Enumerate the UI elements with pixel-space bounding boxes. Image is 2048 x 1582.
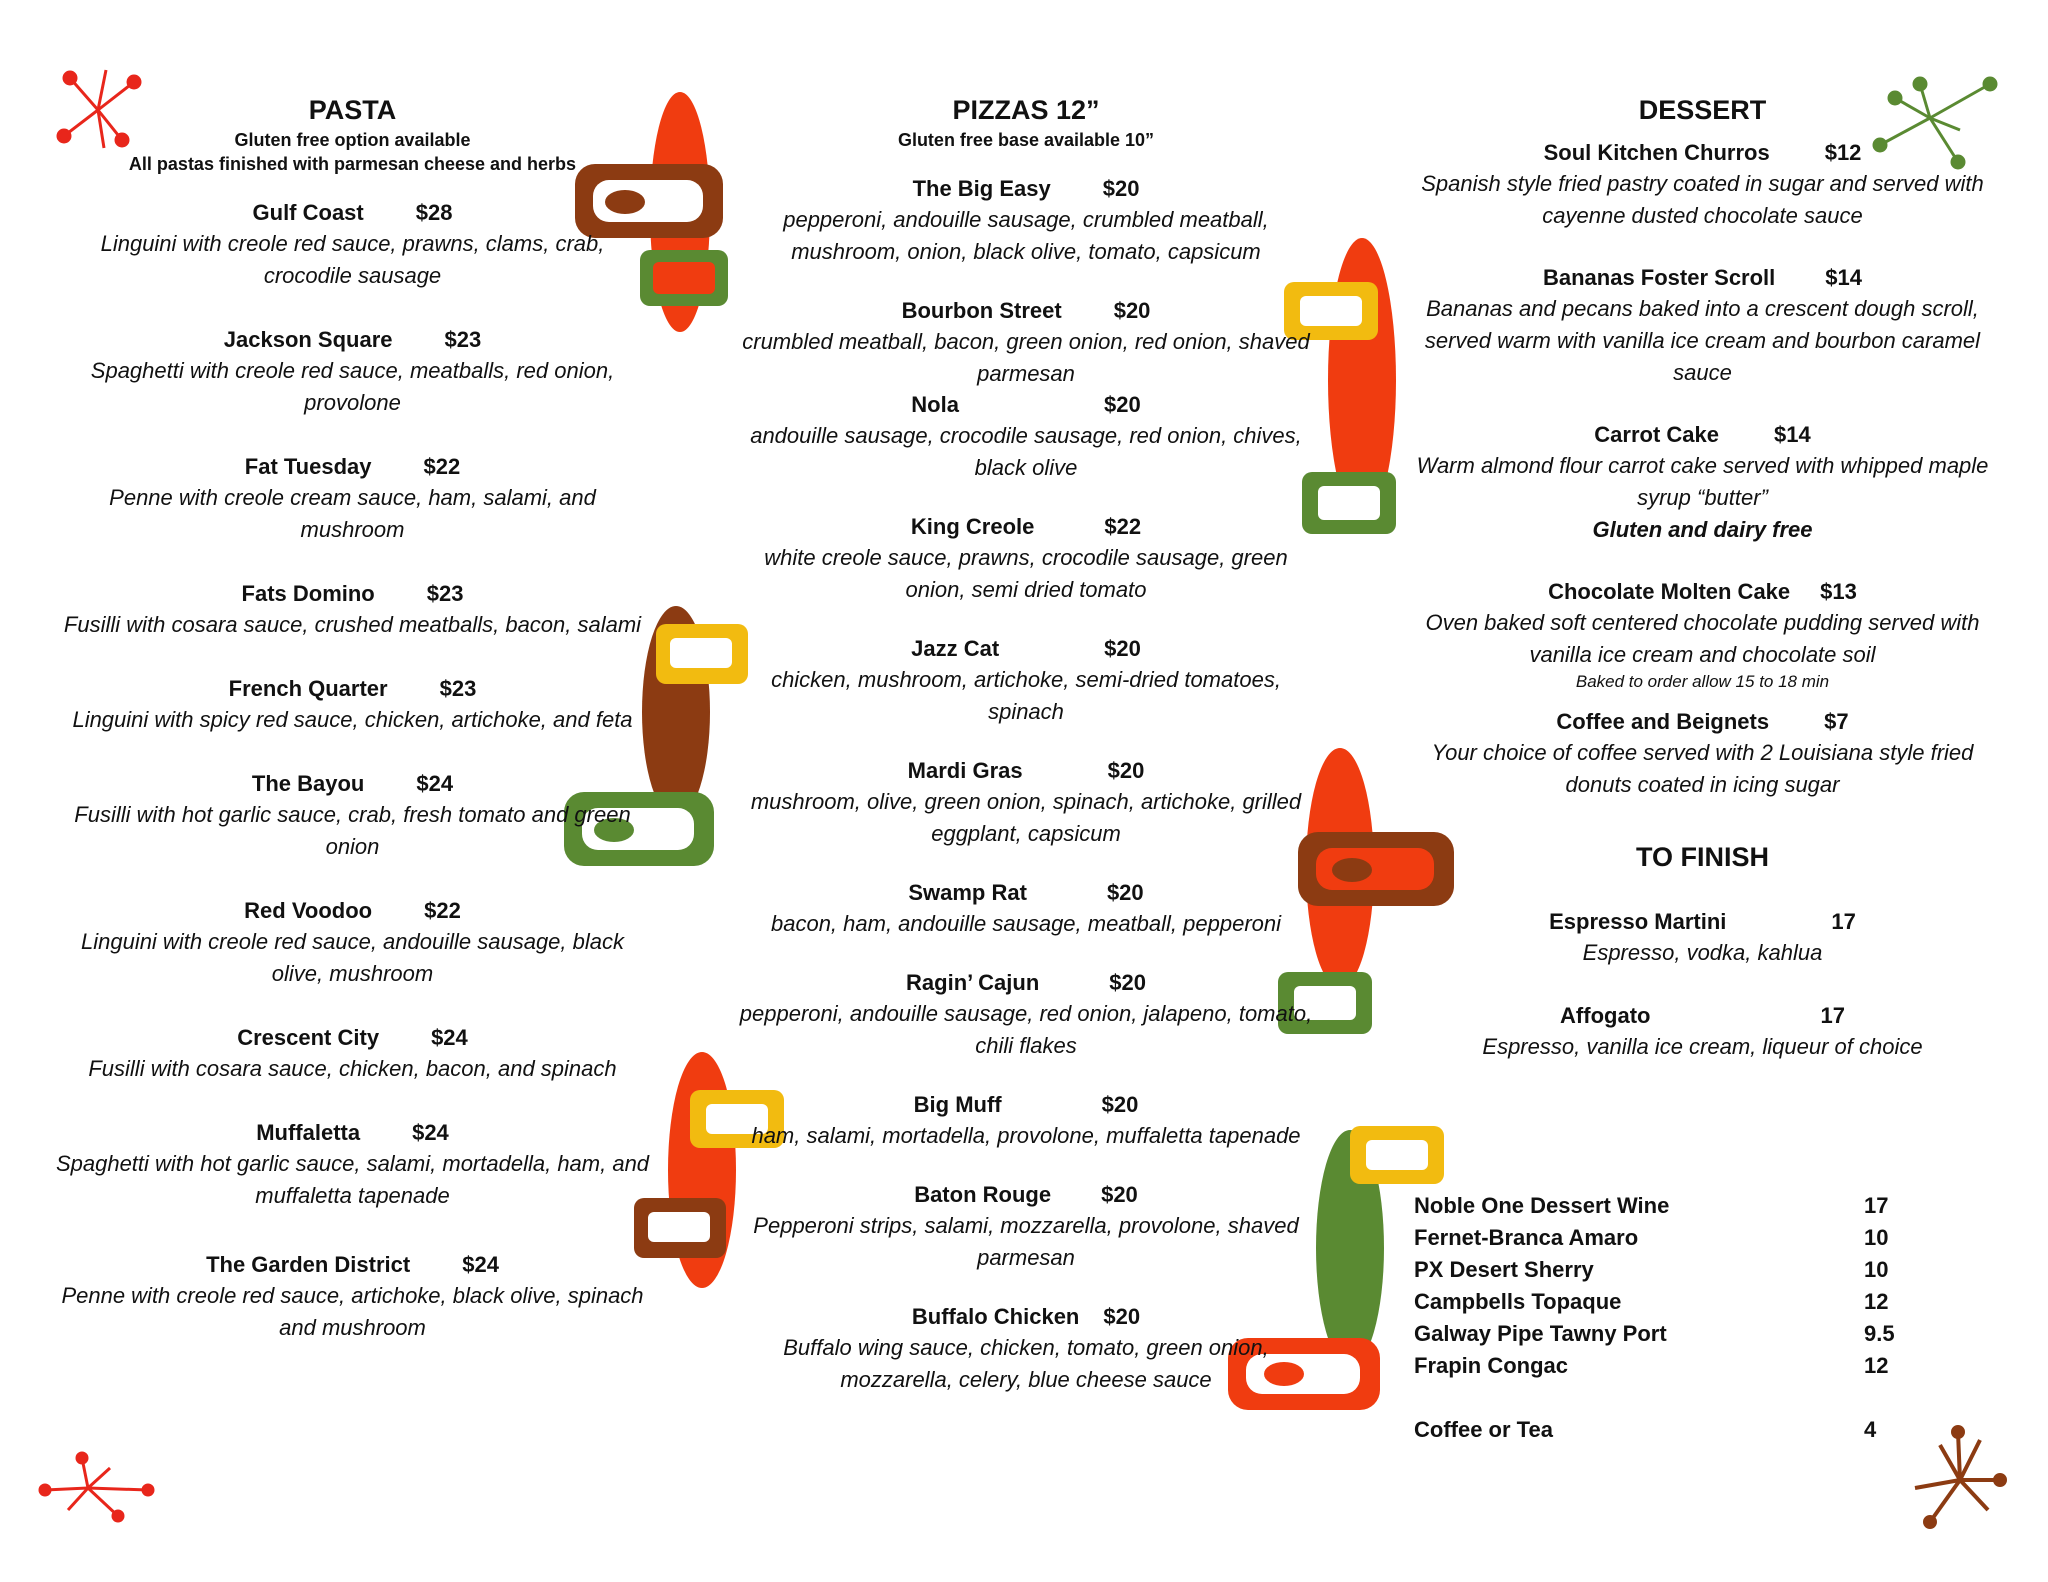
- item-description: pepperoni, andouille sausage, red onion, jalapeno, tomato, chili flakes: [739, 1001, 1313, 1058]
- item-name: Big Muff: [913, 1092, 1002, 1117]
- item-name: Mardi Gras: [907, 758, 1023, 783]
- drink-row: [1414, 1222, 1924, 1254]
- item-price: $24: [462, 1252, 499, 1277]
- drink-row: [1414, 1318, 1924, 1350]
- item-description: Pepperoni strips, salami, mozzarella, provolone, shaved parmesan: [753, 1213, 1299, 1270]
- pizza-note: Gluten free base available 10”: [897, 130, 1155, 150]
- pizza-section: [735, 92, 1317, 1396]
- drink-name: Galway Pipe Tawny Port: [1414, 1321, 1667, 1346]
- item-description: chicken, mushroom, artichoke, semi-dried tomatoes, spinach: [771, 667, 1281, 724]
- drink-price: 17: [1864, 1193, 1889, 1218]
- drink-row: [1414, 1190, 1924, 1222]
- drink-name: Frapin Congac: [1414, 1353, 1569, 1378]
- drink-name: PX Desert Sherry: [1414, 1257, 1594, 1282]
- item-name: The Bayou: [251, 771, 365, 796]
- item-name: Ragin’ Cajun: [906, 970, 1040, 995]
- item-name: The Garden District: [206, 1252, 411, 1277]
- item-price: $20: [1107, 758, 1145, 783]
- item-name: Bourbon Street: [901, 298, 1062, 323]
- menu-item: [55, 896, 650, 990]
- item-description: Bananas and pecans baked into a crescent dough scroll, served warm with vanilla ice cream and bourbon caramel sauce: [1424, 296, 1981, 385]
- item-description: Spaghetti with hot garlic sauce, salami, mortadella, ham, and muffaletta tapenade: [55, 1151, 650, 1208]
- item-description: bacon, ham, andouille sausage, meatball, pepperoni: [770, 911, 1282, 936]
- item-price: $12: [1824, 140, 1862, 165]
- item-description: Linguini with spicy red sauce, chicken, artichoke, and feta: [72, 707, 633, 732]
- item-price: $23: [444, 327, 482, 352]
- item-name: Soul Kitchen Churros: [1543, 140, 1770, 165]
- item-price: $20: [1101, 1182, 1138, 1207]
- pasta-note: Gluten free option available: [234, 130, 471, 150]
- item-description: white creole sauce, prawns, crocodile sausage, green onion, semi dried tomato: [764, 545, 1288, 602]
- item-dietary-note: Gluten and dairy free: [1592, 517, 1813, 542]
- menu-item: [735, 634, 1317, 728]
- item-description: mushroom, olive, green onion, spinach, artichoke, grilled eggplant, capsicum: [750, 789, 1302, 846]
- menu-item: [1405, 577, 2000, 693]
- dessert-section: [1405, 92, 2000, 1063]
- item-name: Buffalo Chicken: [911, 1304, 1080, 1329]
- item-description: Buffalo wing sauce, chicken, tomato, green onion, mozzarella, celery, blue cheese sauce: [783, 1335, 1269, 1392]
- item-price: $24: [412, 1120, 449, 1145]
- item-price: $14: [1825, 265, 1863, 290]
- item-price: $22: [424, 898, 461, 923]
- item-price: $14: [1774, 422, 1811, 447]
- item-name: Red Voodoo: [244, 898, 373, 923]
- item-description: Fusilli with cosara sauce, chicken, bacon, and spinach: [88, 1056, 617, 1081]
- item-description: Oven baked soft centered chocolate pudding served with vanilla ice cream and chocolate soil: [1425, 610, 1980, 667]
- menu-item: [735, 1090, 1317, 1152]
- item-description: Espresso, vanilla ice cream, liqueur of choice: [1482, 1034, 1923, 1059]
- item-price: 17: [1831, 909, 1856, 934]
- pasta-section: [55, 92, 650, 1344]
- menu-item: [735, 878, 1317, 940]
- menu-item: [735, 512, 1317, 606]
- menu-item: [55, 1118, 650, 1212]
- item-name: King Creole: [910, 514, 1035, 539]
- to-finish-title: TO FINISH: [1635, 842, 1769, 872]
- item-price: $13: [1820, 579, 1857, 604]
- menu-item: [1405, 420, 2000, 546]
- item-name: The Big Easy: [912, 176, 1051, 201]
- item-price: $20: [1101, 1092, 1139, 1117]
- menu-item: [55, 1023, 650, 1085]
- drink-spacer: [1414, 1382, 1924, 1414]
- item-price: $7: [1824, 709, 1849, 734]
- item-name: Swamp Rat: [908, 880, 1027, 905]
- item-price: $22: [423, 454, 461, 479]
- menu-item: [735, 1302, 1317, 1396]
- drink-name: Fernet-Branca Amaro: [1414, 1225, 1639, 1250]
- drink-price: 10: [1864, 1225, 1889, 1250]
- menu-item: [55, 674, 650, 736]
- item-name: Chocolate Molten Cake: [1548, 579, 1791, 604]
- drink-name: Noble One Dessert Wine: [1414, 1193, 1670, 1218]
- menu-item: [55, 452, 650, 546]
- item-description: Penne with creole cream sauce, ham, salami, and mushroom: [109, 485, 596, 542]
- item-name: Coffee and Beignets: [1556, 709, 1770, 734]
- menu-item: [735, 174, 1317, 268]
- drink-name: Coffee or Tea: [1414, 1417, 1553, 1442]
- item-name: Espresso Martini: [1549, 909, 1727, 934]
- menu-item: [1405, 1001, 2000, 1063]
- menu-item: [55, 325, 650, 419]
- item-name: Muffaletta: [256, 1120, 361, 1145]
- menu-item: [55, 1250, 650, 1344]
- pizza-title: PIZZAS 12”: [952, 95, 1100, 125]
- item-description: ham, salami, mortadella, provolone, muffaletta tapenade: [751, 1123, 1301, 1148]
- item-price: $24: [416, 771, 454, 796]
- item-description: Espresso, vodka, kahlua: [1582, 940, 1823, 965]
- starburst-bottom-left-icon: [40, 1453, 153, 1521]
- item-name: French Quarter: [228, 676, 388, 701]
- item-name: Fats Domino: [241, 581, 375, 606]
- item-price: $20: [1113, 298, 1151, 323]
- drink-price: 4: [1864, 1417, 1877, 1442]
- item-description: Fusilli with hot garlic sauce, crab, fresh tomato and green onion: [74, 802, 631, 859]
- item-description: Linguini with creole red sauce, prawns, clams, crab, crocodile sausage: [100, 231, 605, 288]
- pasta-items: [55, 198, 650, 1344]
- drink-price: 12: [1864, 1353, 1889, 1378]
- menu-item: [735, 1180, 1317, 1274]
- menu-item: [55, 579, 650, 641]
- item-name: Jackson Square: [223, 327, 393, 352]
- drink-price: 9.5: [1864, 1321, 1895, 1346]
- menu-item: [735, 968, 1317, 1062]
- item-name: Crescent City: [237, 1025, 380, 1050]
- drink-row: [1414, 1414, 1924, 1446]
- item-price: $20: [1106, 880, 1144, 905]
- menu-item: [735, 756, 1317, 850]
- item-name: Baton Rouge: [914, 1182, 1052, 1207]
- item-name: Nola: [911, 392, 959, 417]
- pasta-note: All pastas finished with parmesan cheese and herbs: [128, 154, 577, 174]
- item-description: Penne with creole red sauce, artichoke, black olive, spinach and mushroom: [61, 1283, 644, 1340]
- menu-item: [55, 198, 650, 292]
- dessert-title: DESSERT: [1638, 95, 1767, 125]
- item-bake-note: Baked to order allow 15 to 18 min: [1575, 672, 1830, 691]
- item-name: Carrot Cake: [1594, 422, 1719, 447]
- drink-name: Campbells Topaque: [1414, 1289, 1622, 1314]
- drink-row: [1414, 1254, 1924, 1286]
- item-description: Your choice of coffee served with 2 Louisiana style fried donuts coated in icing sugar: [1431, 740, 1974, 797]
- menu-item: [735, 296, 1317, 390]
- item-name: Gulf Coast: [252, 200, 364, 225]
- item-description: Spanish style fried pastry coated in sugar and served with cayenne dusted chocolate sauce: [1421, 171, 1984, 228]
- item-price: $20: [1103, 1304, 1141, 1329]
- item-price: $23: [426, 581, 464, 606]
- item-description: Fusilli with cosara sauce, crushed meatballs, bacon, salami: [63, 612, 642, 637]
- item-description: Linguini with creole red sauce, andouille sausage, black olive, mushroom: [80, 929, 624, 986]
- item-description: Spaghetti with creole red sauce, meatballs, red onion, provolone: [90, 358, 615, 415]
- item-price: $28: [415, 200, 453, 225]
- drink-price: 10: [1864, 1257, 1889, 1282]
- item-price: $24: [431, 1025, 468, 1050]
- item-description: Warm almond flour carrot cake served with whipped maple syrup “butter”: [1416, 453, 1989, 510]
- item-name: Affogato: [1560, 1003, 1651, 1028]
- item-price: $22: [1104, 514, 1142, 539]
- starburst-bottom-right-icon: [1915, 1427, 2005, 1527]
- pasta-title: PASTA: [308, 95, 397, 125]
- drink-row: [1414, 1286, 1924, 1318]
- item-price: 17: [1820, 1003, 1845, 1028]
- item-name: Bananas Foster Scroll: [1542, 265, 1776, 290]
- item-price: $20: [1109, 970, 1146, 995]
- menu-item: [1405, 707, 2000, 801]
- menu-item: [1405, 907, 2000, 969]
- item-description: andouille sausage, crocodile sausage, red onion, chives, black olive: [750, 423, 1302, 480]
- item-name: Jazz Cat: [911, 636, 1000, 661]
- drink-price: 12: [1864, 1289, 1889, 1314]
- item-price: $20: [1102, 176, 1140, 201]
- menu-item: [55, 769, 650, 863]
- item-price: $20: [1103, 392, 1141, 417]
- item-description: pepperoni, andouille sausage, crumbled meatball, mushroom, onion, black olive, tomato, capsicum: [783, 207, 1269, 264]
- item-description: crumbled meatball, bacon, green onion, red onion, shaved parmesan: [742, 329, 1310, 386]
- drinks-list: [1414, 1190, 1924, 1446]
- menu-item: [1405, 138, 2000, 232]
- menu-item: [1405, 263, 2000, 389]
- menu-item: [735, 390, 1317, 484]
- item-name: Fat Tuesday: [244, 454, 372, 479]
- item-price: $23: [439, 676, 477, 701]
- drink-row: [1414, 1350, 1924, 1382]
- item-price: $20: [1104, 636, 1141, 661]
